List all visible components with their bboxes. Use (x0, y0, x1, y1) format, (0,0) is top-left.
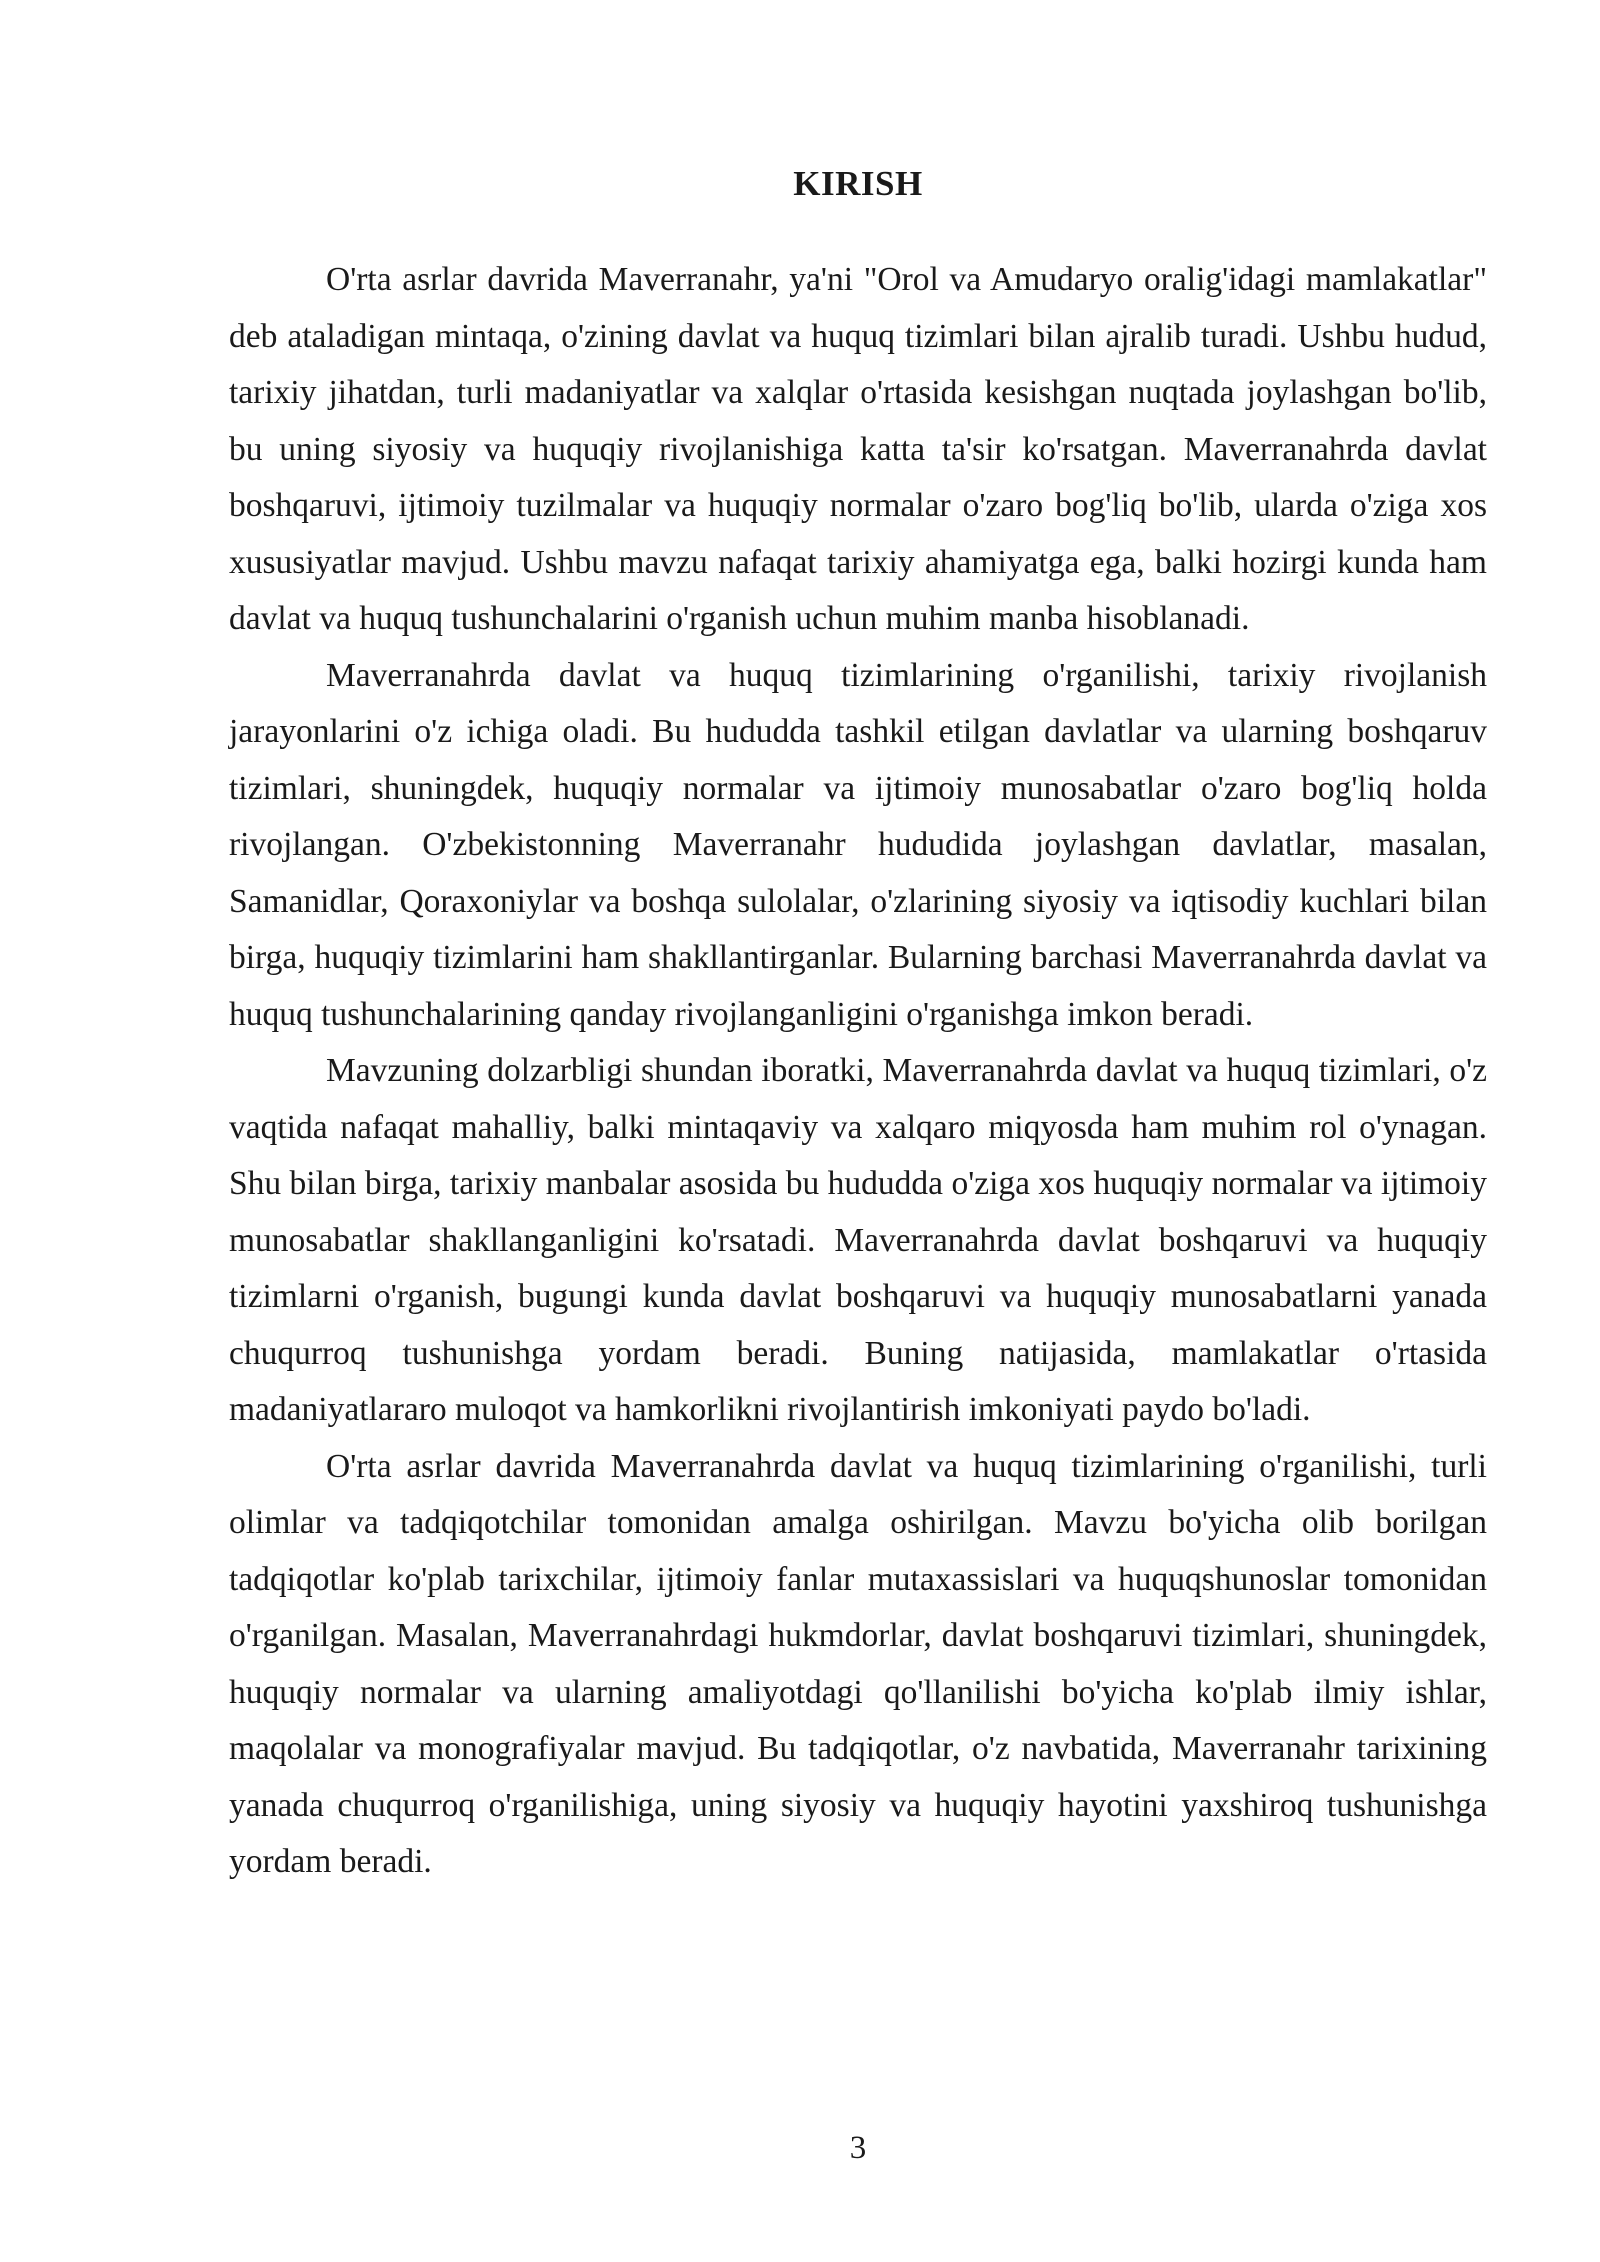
paragraph-1: O'rta asrlar davrida Maverranahr, ya'ni "Orol va Amudaryo oralig'idagi mamlakatlar" deb ataladigan mintaqa, o'zining davlat va huquq tizimlari bilan ajralib turadi. Ushbu hudud, tarixiy jihatdan, turli madaniyatlar va xalqlar o'rtasida kesishgan nuqtada joylashgan bo'lib, bu uning siyosiy va huquqiy rivojlanishiga katta ta'sir ko'rsatgan. Maverranahrda davlat boshqaruvi, ijtimoiy tuzilmalar va huquqiy normalar o'zaro bog'liq bo'lib, ularda o'ziga xos xususiyatlar mavjud. Ushbu mavzu nafaqat tarixiy ahamiyatga ega, balki hozirgi kunda ham davlat va huquq tushunchalarini o'rganish uchun muhim manba hisoblanadi. (229, 261, 1487, 637)
page-number: 3 (849, 2130, 867, 2166)
paragraph-2: Maverranahrda davlat va huquq tizimlarining o'rganilishi, tarixiy rivojlanish jarayonlarini o'z ichiga oladi. Bu hududda tashkil etilgan davlatlar va ularning boshqaruv tizimlari, shuningdek, huquqiy normalar va ijtimoiy munosabatlar o'zaro bog'liq holda rivojlangan. O'zbekistonning Maverranahr hududida joylashgan davlatlar, masalan, Samanidlar, Qoraxoniylar va boshqa sulolalar, o'zlarining siyosiy va iqtisodiy kuchlari bilan birga, huquqiy tizimlarini ham shakllantirganlar. Bularning barchasi Maverranahrda davlat va huquq tushunchalarining qanday rivojlanganligini o'rganishga imkon beradi. (229, 656, 1487, 1033)
paragraph-3: Mavzuning dolzarbligi shundan iboratki, Maverranahrda davlat va huquq tizimlari, o'z vaqtida nafaqat mahalliy, balki mintaqaviy va xalqaro miqyosda ham muhim rol o'ynagan. Shu bilan birga, tarixiy manbalar asosida bu hududda o'ziga xos huquqiy normalar va ijtimoiy munosabatlar shakllanganligini ko'rsatadi. Maverranahrda davlat boshqaruvi va huquqiy tizimlarni o'rganish, bugungi kunda davlat boshqaruvi va huquqiy munosabatlarni yanada chuqurroq tushunishga yordam beradi. Buning natijasida, mamlakatlar o'rtasida madaniyatlararo muloqot va hamkorlikni rivojlantirish imkoniyati paydo bo'ladi. (229, 1052, 1487, 1428)
paragraph-4: O'rta asrlar davrida Maverranahrda davlat va huquq tizimlarining o'rganilishi, turli olimlar va tadqiqotchilar tomonidan amalga oshirilgan. Mavzu bo'yicha olib borilgan tadqiqotlar ko'plab tarixchilar, ijtimoiy fanlar mutaxassislari va huquqshunoslar tomonidan o'rganilgan. Masalan, Maverranahrdagi hukmdorlar, davlat boshqaruvi tizimlari, shuningdek, huquqiy normalar va ularning amaliyotdagi qo'llanilishi bo'yicha ko'plab ilmiy ishlar, maqolalar va monografiyalar mavjud. Bu tadqiqotlar, o'z navbatida, Maverranahr tarixining yanada chuqurroq o'rganilishiga, uning siyosiy va huquqiy hayotini yaxshiroq tushunishga yordam beradi. (229, 1447, 1487, 1880)
body-text (229, 252, 1487, 1891)
page-title: KIRISH (793, 164, 923, 203)
